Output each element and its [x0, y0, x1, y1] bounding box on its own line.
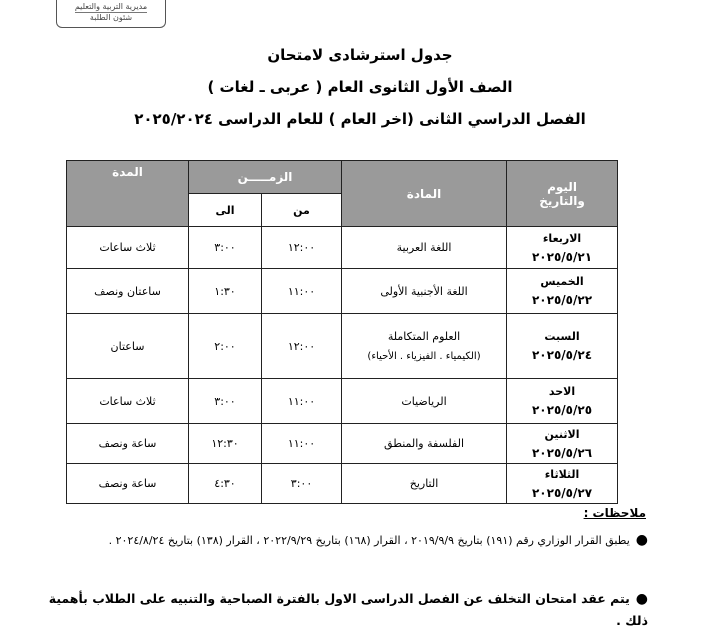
day-cell: [507, 227, 618, 269]
table-row: [67, 227, 618, 269]
from-time: ١١:٠٠: [262, 269, 342, 314]
header-subject: المادة: [342, 161, 507, 227]
from-time: ١١:٠٠: [262, 424, 342, 464]
subject-name: الفلسفة والمنطق: [384, 437, 464, 450]
bullet-icon: ●: [635, 591, 648, 607]
document-subtitle: الصف الأول الثانوى العام ( عربى ـ لغات ): [207, 78, 513, 96]
bullet-icon: ●: [635, 532, 648, 548]
duration: ساعتان: [67, 314, 189, 379]
stamp-line-1: مديرية التربية والتعليم: [74, 2, 148, 11]
note-text: يتم عقد امتحان التخلف عن الفصل الدراسى الاول بالفترة الصباحية والتنبيه على الطلاب بأهمية ذلك .: [48, 591, 648, 628]
subject-cell: [342, 227, 507, 269]
official-stamp: [56, 0, 166, 28]
to-time: ٢:٠٠: [189, 314, 262, 379]
document-term: الفصل الدراسي الثانى (اخر العام ) للعام الدراسى ٢٠٢٥/٢٠٢٤: [134, 110, 586, 128]
from-time: ١٢:٠٠: [262, 227, 342, 269]
to-time: ١٢:٣٠: [189, 424, 262, 464]
note-item: [48, 588, 648, 632]
header-duration: المدة: [67, 161, 189, 227]
to-time: ٣:٠٠: [189, 227, 262, 269]
duration: ساعة ونصف: [67, 424, 189, 464]
day-cell: [507, 379, 618, 424]
header-time: الزمـــــن: [189, 161, 342, 194]
subject-cell: [342, 424, 507, 464]
subject-name: الرياضيات: [401, 394, 447, 408]
from-time: ٣:٠٠: [262, 464, 342, 504]
subject-name: العلوم المتكاملة: [387, 330, 461, 343]
day-name: الخميس: [540, 275, 584, 288]
exam-schedule-table: [66, 160, 618, 504]
day-cell: [507, 269, 618, 314]
to-time: ١:٣٠: [189, 269, 262, 314]
subject-name: اللغة العربية: [396, 241, 452, 254]
from-time: ١١:٠٠: [262, 379, 342, 424]
day-cell: [507, 314, 618, 379]
subject-cell: [342, 379, 507, 424]
header-from: من: [262, 194, 342, 227]
subject-cell: [342, 269, 507, 314]
table-row: [67, 424, 618, 464]
duration: ثلاث ساعات: [67, 379, 189, 424]
table-row: [67, 464, 618, 504]
day-name: الاربعاء: [542, 231, 582, 245]
exam-date: ٢٠٢٥/٥/٢٢: [531, 293, 593, 307]
exam-date: ٢٠٢٥/٥/٢٦: [531, 445, 593, 460]
subject-note: (الكيمياء . الفيزياء . الأحياء): [367, 351, 481, 362]
subject-name: اللغة الأجنبية الأولى: [380, 284, 468, 298]
header-day-date: [507, 161, 618, 227]
exam-date: ٢٠٢٥/٥/٢١: [531, 249, 593, 264]
to-time: ٣:٠٠: [189, 379, 262, 424]
day-cell: [507, 424, 618, 464]
table-row: [67, 269, 618, 314]
exam-date: ٢٠٢٥/٥/٢٥: [531, 403, 593, 417]
day-name: الاحد: [548, 385, 576, 398]
header-date: والتاريخ: [539, 193, 585, 208]
subject-name: التاريخ: [409, 477, 439, 490]
document-title: جدول استرشادى لامتحان: [267, 46, 453, 64]
note-item: [58, 530, 648, 551]
day-name: الثلاثاء: [544, 467, 580, 481]
header-day: اليوم: [547, 179, 577, 194]
exam-date: ٢٠٢٥/٥/٢٤: [531, 348, 593, 362]
table-row: [67, 379, 618, 424]
to-time: ٤:٣٠: [189, 464, 262, 504]
subject-cell: [342, 314, 507, 379]
duration: ساعة ونصف: [67, 464, 189, 504]
note-text: يطبق القرار الوزاري رقم (١٩١) بتاريخ ٢٠١٩/٩/٩ ، القرار (١٦٨) بتاريخ ٢٠٢٢/٩/٢٩ ، القرار (١٣٨) بتاريخ ٢٠٢٤/٨/٢٤ .: [108, 534, 630, 547]
day-name: السبت: [544, 330, 580, 343]
subject-cell: [342, 464, 507, 504]
exam-date: ٢٠٢٥/٥/٢٧: [531, 485, 593, 500]
stamp-line-2: شئون الطلبة: [75, 12, 147, 23]
day-name: الاثنين: [544, 427, 580, 441]
duration: ثلاث ساعات: [67, 227, 189, 269]
day-cell: [507, 464, 618, 504]
duration: ساعتان ونصف: [67, 269, 189, 314]
from-time: ١٢:٠٠: [262, 314, 342, 379]
table-row: [67, 314, 618, 379]
header-to: الى: [189, 194, 262, 227]
notes-title: ملاحظات :: [583, 506, 646, 520]
